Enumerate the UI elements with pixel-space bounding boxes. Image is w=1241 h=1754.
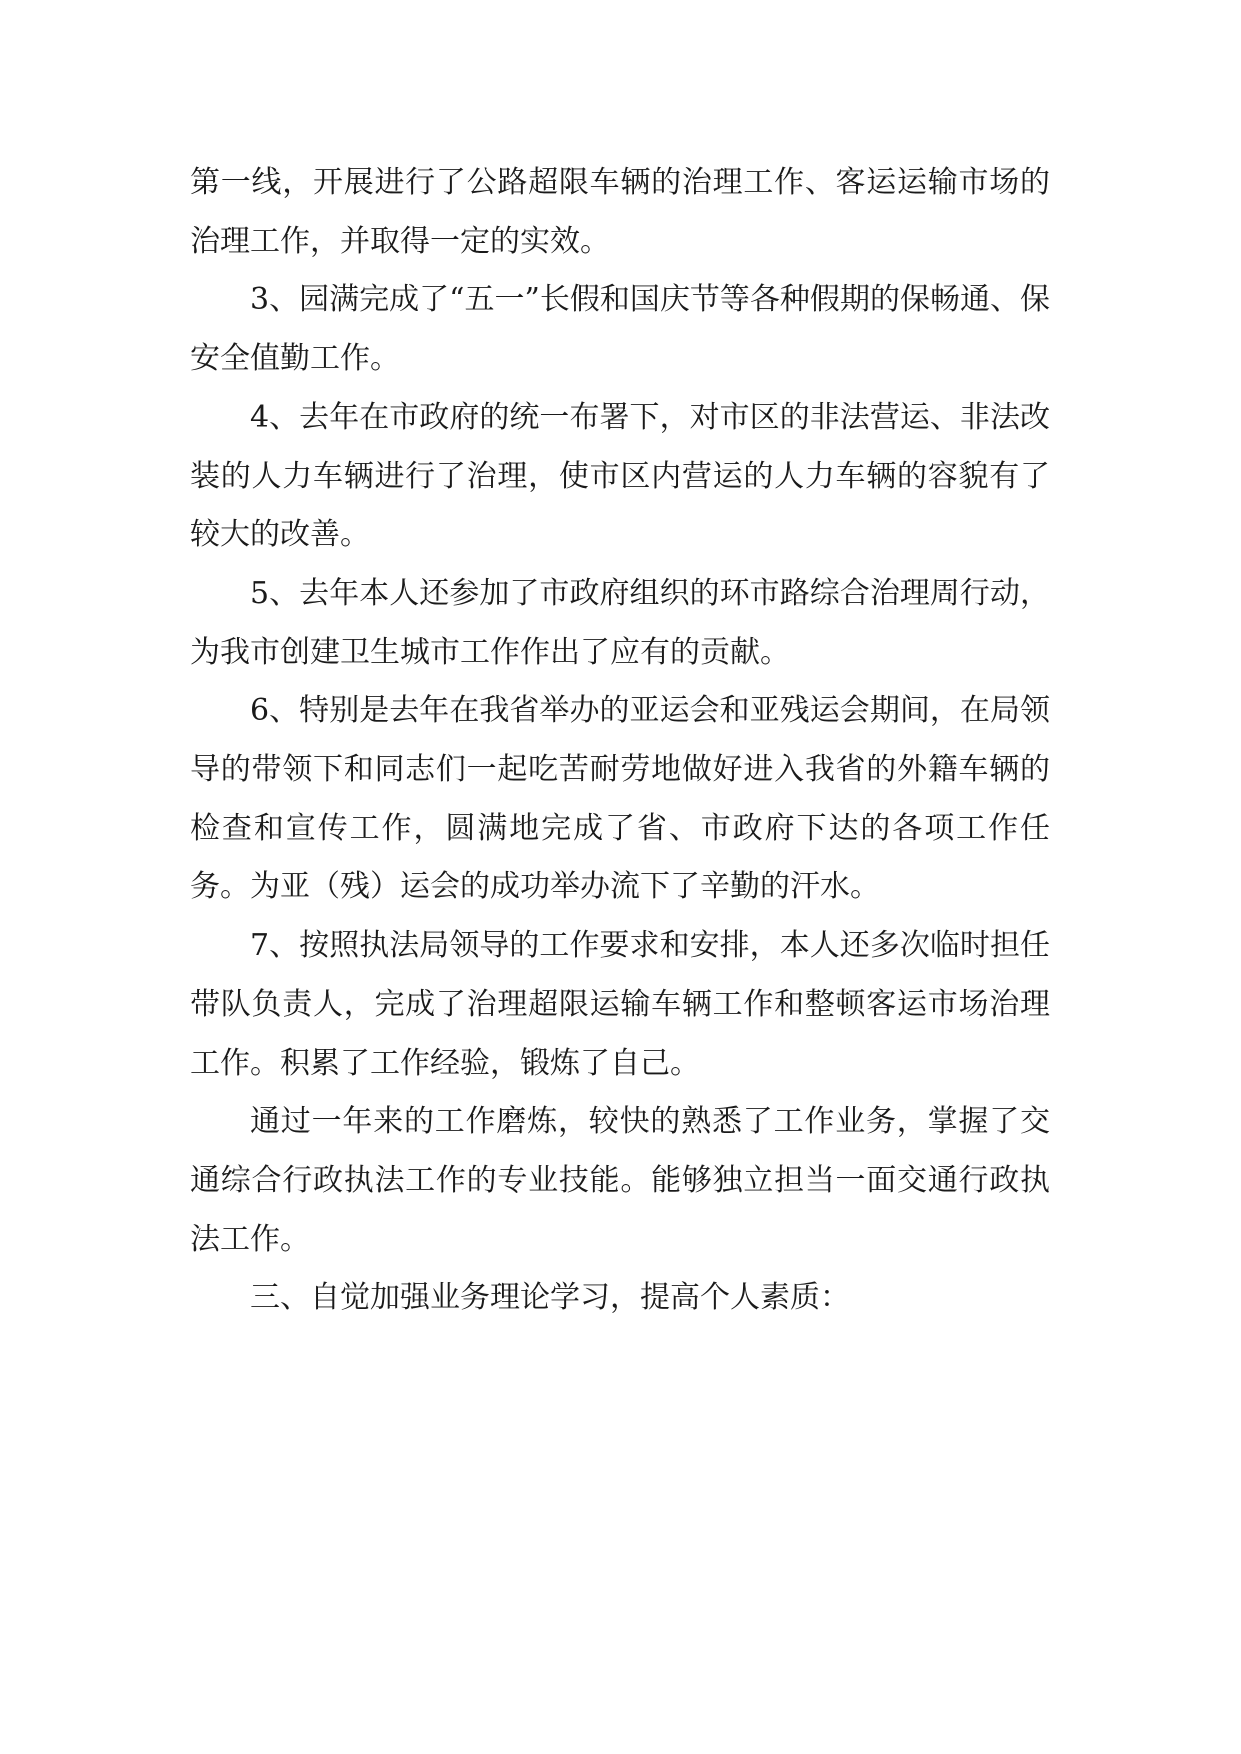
paragraph-summary: 通过一年来的工作磨炼，较快的熟悉了工作业务，掌握了交通综合行政执法工作的专业技能。能够独立担当一面交通行政执法工作。 <box>190 1104 1050 1257</box>
paragraph-item-6: 6、特别是去年在我省举办的亚运会和亚残运会期间，在局领导的带领下和同志们一起吃苦耐劳地做好进入我省的外籍车辆的检查和宣传工作，圆满地完成了省、市政府下达的各项工作任务。为亚（残）运会的成功举办流下了辛勤的汗水。 <box>190 693 1050 905</box>
paragraph-item-4: 4、去年在市政府的统一布署下，对市区的非法营运、非法改装的人力车辆进行了治理，使市区内营运的人力车辆的容貌有了较大的改善。 <box>190 399 1050 553</box>
paragraph-item-5: 5、去年本人还参加了市政府组织的环市路综合治理周行动，为我市创建卫生城市工作作出了应有的贡献。 <box>190 575 1050 670</box>
paragraph-item-7: 7、按照执法局领导的工作要求和安排，本人还多次临时担任带队负责人，完成了治理超限运输车辆工作和整顿客运市场治理工作。积累了工作经验，锻炼了自己。 <box>190 928 1050 1081</box>
paragraph-item-3: 3、园满完成了“五一”长假和国庆节等各种假期的保畅通、保安全值勤工作。 <box>190 282 1050 377</box>
section-heading-3: 三、自觉加强业务理论学习，提高个人素质： <box>250 1280 850 1316</box>
body-text <box>190 154 1050 1328</box>
paragraph-continuation: 第一线，开展进行了公路超限车辆的治理工作、客运运输市场的治理工作，并取得一定的实效。 <box>190 165 1050 259</box>
